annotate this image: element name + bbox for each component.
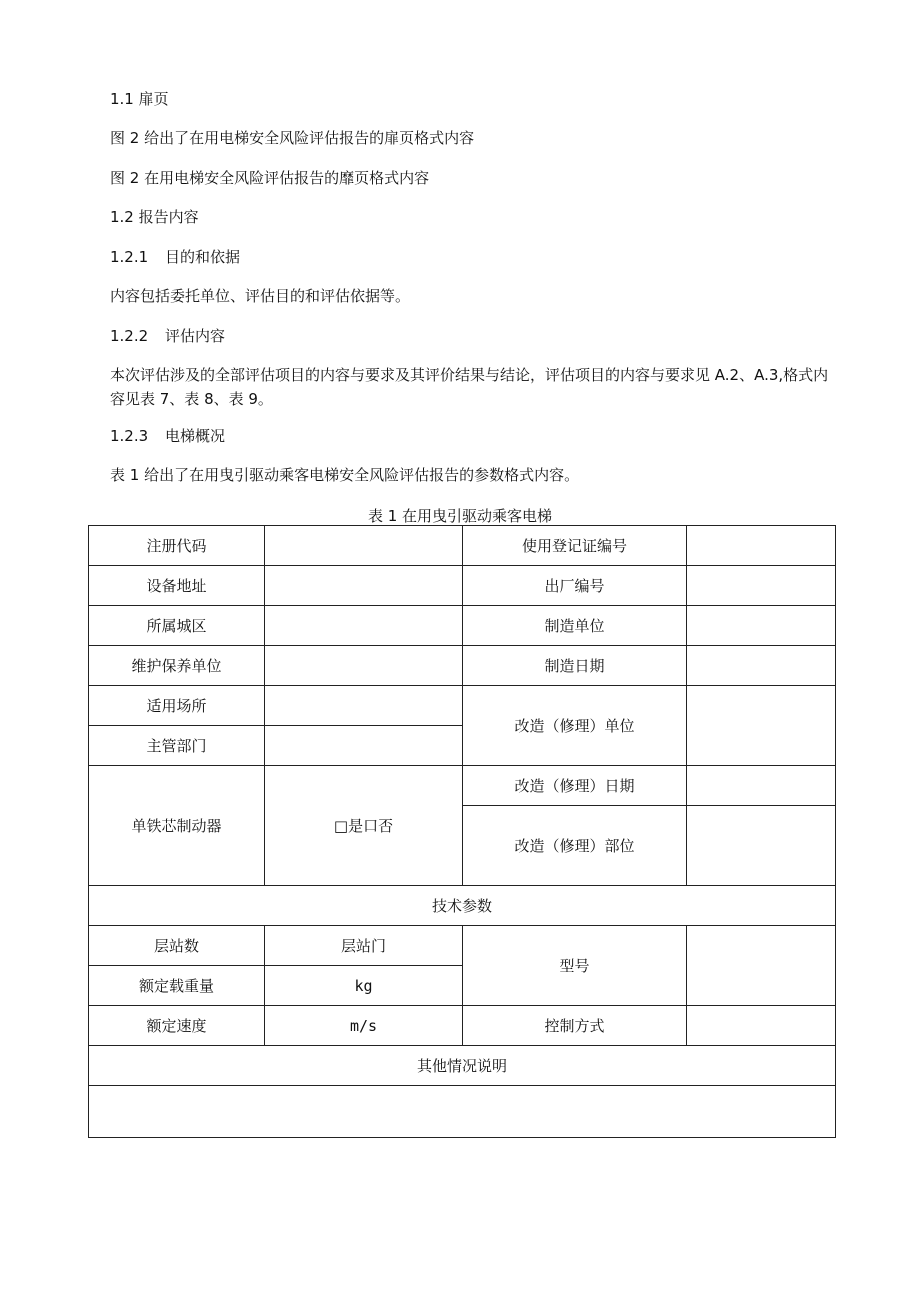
label-rated-speed: 额定速度 — [89, 1006, 265, 1046]
section-1-2-2-heading — [110, 326, 225, 346]
value-device-address — [265, 566, 463, 606]
label-retrofit-part: 改造（修理）部位 — [463, 806, 687, 886]
label-floors-stations: 层站数 — [89, 926, 265, 966]
value-usage-place — [265, 686, 463, 726]
value-rated-load: kg — [265, 966, 463, 1006]
label-control-mode: 控制方式 — [463, 1006, 687, 1046]
label-reg-code: 注册代码 — [89, 526, 265, 566]
other-notes-header: 其他情况说明 — [89, 1046, 836, 1086]
tech-params-header: 技术参数 — [89, 886, 836, 926]
value-retrofit-date — [687, 766, 836, 806]
label-usage-place: 适用场所 — [89, 686, 265, 726]
section-1-2-2-text: 本次评估涉及的全部评估项目的内容与要求及其评价结果与结论，评估项目的内容与要求见 A.2、A.3,格式内容见表 7、表 8、表 9。 — [110, 366, 829, 408]
value-district — [265, 606, 463, 646]
value-retrofit-unit — [687, 686, 836, 766]
figure-2-caption: 图 2 在用电梯安全风险评估报告的靡页格式内容 — [110, 169, 430, 187]
value-control-mode — [687, 1006, 836, 1046]
label-model: 型号 — [463, 926, 687, 1006]
value-use-cert-no — [687, 526, 836, 566]
value-supervisor-dept — [265, 726, 463, 766]
value-manufacturer — [687, 606, 836, 646]
label-device-address: 设备地址 — [89, 566, 265, 606]
section-title: 电梯概况 — [165, 427, 226, 445]
section-1-2-3-text: 表 1 给出了在用曳引驱动乘客电梯安全风险评估报告的参数格式内容。 — [110, 466, 580, 484]
label-retrofit-unit: 改造（修理）单位 — [463, 686, 687, 766]
section-1-2-1-text: 内容包括委托单位、评估目的和评估依据等。 — [110, 287, 411, 305]
section-1-2-3-heading — [110, 426, 225, 446]
value-retrofit-part — [687, 806, 836, 886]
value-mfg-date — [687, 646, 836, 686]
section-1-1-text: 图 2 给出了在用电梯安全风险评估报告的扉页格式内容 — [110, 129, 475, 147]
label-maint-unit: 维护保养单位 — [89, 646, 265, 686]
value-floors-stations: 层站门 — [265, 926, 463, 966]
elevator-parameter-table — [88, 525, 836, 1138]
value-model — [687, 926, 836, 1006]
value-single-core-brake: □是口否 — [265, 766, 463, 886]
section-1-1-heading: 1.1 扉页 — [110, 90, 169, 108]
section-title: 目的和依据 — [165, 248, 241, 266]
section-1-2-1-heading — [110, 247, 240, 267]
section-number: 1.2.3 — [110, 427, 149, 445]
label-retrofit-date: 改造（修理）日期 — [463, 766, 687, 806]
label-mfg-date: 制造日期 — [463, 646, 687, 686]
value-factory-no — [687, 566, 836, 606]
label-manufacturer: 制造单位 — [463, 606, 687, 646]
label-factory-no: 出厂编号 — [463, 566, 687, 606]
table-1-caption: 表 1 在用曳引驱动乘客电梯 — [367, 507, 553, 525]
section-1-2-heading: 1.2 报告内容 — [110, 208, 199, 226]
label-supervisor-dept: 主管部门 — [89, 726, 265, 766]
label-single-core-brake: 单铁芯制动器 — [89, 766, 265, 886]
value-maint-unit — [265, 646, 463, 686]
value-reg-code — [265, 526, 463, 566]
label-use-cert-no: 使用登记证编号 — [463, 526, 687, 566]
section-title: 评估内容 — [165, 327, 226, 345]
label-rated-load: 额定载重量 — [89, 966, 265, 1006]
value-rated-speed: m/s — [265, 1006, 463, 1046]
section-number: 1.2.1 — [110, 248, 149, 266]
label-district: 所属城区 — [89, 606, 265, 646]
other-notes-value — [89, 1086, 836, 1138]
section-number: 1.2.2 — [110, 327, 149, 345]
